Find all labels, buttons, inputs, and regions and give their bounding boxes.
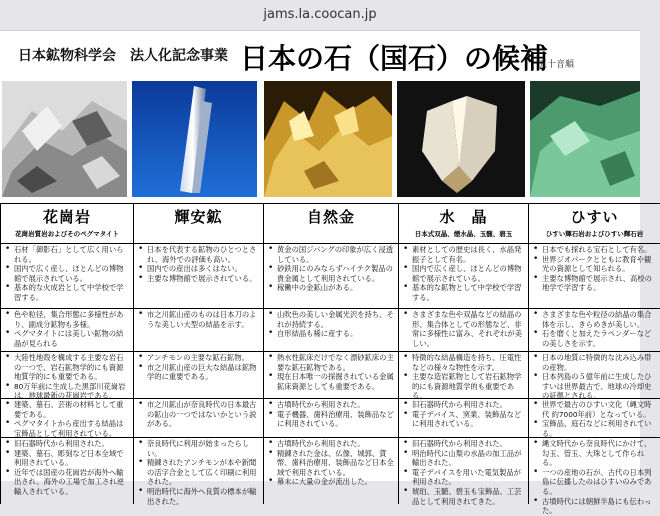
table-cell — [0, 352, 133, 399]
bullet-list — [529, 438, 660, 516]
list-item: • 現在日本唯一の採掘されている金属鉱床資源としても重要である。 — [267, 372, 395, 391]
table-cell — [398, 352, 528, 399]
mineral-header-cell — [528, 204, 660, 244]
bullet-list — [264, 352, 398, 391]
bullet-list — [529, 399, 660, 438]
list-item: • 特徴的な結晶構造を持ち、圧電性などの様々な物性を示す。 — [402, 353, 525, 372]
table-cell — [528, 438, 660, 516]
bullet-list — [529, 352, 660, 401]
mineral-header-cell — [133, 204, 263, 244]
bullet-list — [399, 309, 528, 348]
stibnite-photo — [132, 81, 257, 197]
list-item: • ペグマタイトから産出する結晶は宝飾品として利用されている。 — [4, 419, 130, 438]
table-cell — [528, 309, 660, 352]
list-item: • アンチモンの主要な鉱石鉱物。 — [137, 353, 260, 363]
list-item: • 市之川鉱山産のものは日本刀のような美しい大型の結晶を示す。 — [137, 310, 260, 329]
list-item: • 主要な博物館で展示され、高校の地学で学習する。 — [532, 274, 657, 293]
table-cell — [528, 352, 660, 399]
bullet-list — [1, 438, 133, 497]
list-item: • 国内で広く産し、ほとんどの博物館で展示されている。 — [4, 264, 130, 283]
list-item: • ペグマタイトには美しい鉱物の結晶が見られる — [4, 329, 130, 348]
table-cell — [528, 244, 660, 309]
table-cell — [263, 309, 398, 352]
table-cell — [0, 399, 133, 438]
list-item: • 建築、墓石、彫刻など日本全域で利用されている。 — [4, 449, 130, 468]
list-item: • さまざまな色や粒径の結晶の集合体を示し、きらめきが美しい。 — [532, 310, 657, 329]
table-row — [0, 351, 660, 399]
table-cell — [398, 309, 528, 352]
list-item: • 日本列島の５億年前に生成したひすいは世界最古で、地球の冷却史の証拠とされる。 — [532, 372, 657, 401]
table-cell — [133, 399, 263, 438]
bullet-list — [264, 438, 398, 487]
list-item: • 世界ジオパークとともに教育や観光の資源として知られる。 — [532, 255, 657, 274]
bullet-list — [134, 399, 263, 429]
list-item: • 日本でも採れる宝石として有名。 — [532, 245, 657, 255]
list-item: • 稼働中の金鉱山がある。 — [267, 283, 395, 293]
list-item: • 琥珀、玉髄、碧玉も宝飾品、工芸品として利用されてきた。 — [402, 487, 525, 506]
mineral-subtitle: 花崗岩質岩およびそのペグマタイト — [15, 230, 119, 238]
list-item: • 石を磨くと加えたラペンダーなどの美しさを示す。 — [532, 329, 657, 348]
list-item: • 明治時代に海外へ良質の標本が輸出された。 — [137, 487, 260, 506]
mineral-header-cell — [0, 204, 133, 244]
list-item: • 建築、墓石、芸術の材料として重要である。 — [4, 400, 130, 419]
table-cell — [263, 438, 398, 504]
list-item: • 国内で広く産し、ほとんどの博物館で展示されている。 — [402, 264, 525, 283]
mineral-name: 花崗岩 — [42, 208, 91, 226]
list-item: • 日本を代表する鉱物のひとつとされ、海外での評価も高い。 — [137, 245, 260, 264]
bullet-list — [264, 399, 398, 429]
gold-photo — [264, 81, 392, 197]
jade-photo — [530, 81, 640, 197]
list-item: • 素材としての歴史は長く、水晶発振子として有名。 — [402, 245, 525, 264]
table-cell — [398, 399, 528, 438]
table-cell — [263, 244, 398, 309]
list-item: • 国内での産出は多くはない。 — [137, 264, 260, 274]
url-text: jams.la.coocan.jp — [263, 7, 377, 22]
bullet-list — [399, 352, 528, 401]
sort-note: 五十音順 — [538, 60, 575, 70]
page-title: 日本の石（国石）の候補 — [240, 42, 549, 75]
table-row — [0, 243, 660, 309]
organization-label: 日本鉱物科学会 法人化記念事業 — [18, 48, 228, 64]
list-item: • 宝飾品、庭石などに利用されている。 — [532, 419, 657, 438]
table-header-row — [0, 203, 660, 244]
list-item: • 日本の地質に特徴的な沈み込み帯の産物。 — [532, 353, 657, 372]
browser-address-bar[interactable] — [0, 0, 640, 30]
table-cell — [0, 438, 133, 504]
table-cell — [133, 309, 263, 352]
bullet-list — [134, 352, 263, 382]
list-item: • 電子デバイス、窯業、装飾品などに利用されている。 — [402, 410, 525, 429]
bullet-list — [264, 244, 398, 293]
mineral-subtitle: ひすい輝石岩およびひすい輝石岩 — [545, 230, 644, 238]
bullet-list — [1, 244, 133, 303]
list-item: • 主要な造岩鉱物として岩石鉱物学的にも資源地質学的も重要である。 — [402, 372, 525, 401]
bullet-list — [399, 438, 528, 506]
bullet-list — [399, 399, 528, 429]
table-cell — [528, 399, 660, 438]
mineral-header-cell — [398, 204, 528, 244]
bullet-list — [134, 244, 263, 283]
table-cell — [133, 438, 263, 504]
list-item: • 黄金の国ジパングの印象が広く浸透している。 — [267, 245, 395, 264]
list-item: • 旧石器時代から利用された。 — [402, 400, 525, 410]
bullet-list — [134, 438, 263, 506]
list-item: • 旧石器時代から利用された。 — [402, 439, 525, 449]
list-item: • 市之川鉱山が奈良時代の日本最古の鉱山の一つではないかという説がある。 — [137, 400, 260, 429]
list-item: • 80万年前に生成した黒部川花崗岩は、地球最新の花崗岩である。 — [4, 382, 130, 401]
table-cell — [398, 244, 528, 309]
list-item: • 大陸性地殻を構成する主要な岩石の一つで、岩石鉱物学的にも資源地質学的にも重要である。 — [4, 353, 130, 382]
list-item: • 精錬された金は、仏像、城郭、貨幣、歯科治療用、装飾品など日本全域で利用されている。 — [267, 449, 395, 478]
list-item: • 自形結晶も稀に産する。 — [267, 329, 395, 339]
table-cell — [263, 399, 398, 438]
mineral-header-cell — [263, 204, 398, 244]
list-item: • 奈良時代に利用が始まったらしい。 — [137, 439, 260, 458]
comparison-table — [0, 203, 652, 516]
list-item: • 精錬されたアンチモンが本や新聞の活字合金として広く印刷に利用された。 — [137, 458, 260, 487]
bullet-list — [1, 309, 133, 348]
list-item: • 旧石器時代から利用された。 — [4, 439, 130, 449]
list-item: • 電子機器、歯科治療用、装飾品などに利用されている。 — [267, 410, 395, 429]
list-item: • 主要な博物館で展示されている。 — [137, 274, 260, 284]
bullet-list — [399, 244, 528, 303]
table-cell — [133, 244, 263, 309]
list-item: • 古墳時代から利用された。 — [267, 439, 395, 449]
list-item: • 熱水性鉱床だけでなく漂砂鉱床の主要な鉱石鉱物である。 — [267, 353, 395, 372]
table-cell — [263, 352, 398, 399]
table-cell — [398, 438, 528, 504]
list-item: • 古墳時代には朝鮮半島にも伝わった。 — [532, 497, 657, 516]
bullet-list — [529, 244, 660, 293]
list-item: • 基本的な鉱物として中学校で学習する。 — [402, 283, 525, 302]
mineral-name: 水 晶 — [439, 208, 488, 226]
table-row — [0, 437, 660, 516]
list-item: • 砂鉄用にのみならずハイテク製品の貴金属として利用されている。 — [267, 264, 395, 283]
list-item: • 山吹色の美しい金属光沢を持ち、それが持続する。 — [267, 310, 395, 329]
mineral-name: 自然金 — [306, 208, 355, 226]
bullet-list — [1, 352, 133, 401]
table-cell — [133, 352, 263, 399]
mineral-subtitle: 日本式双晶、煙水晶、玉髄、碧玉 — [414, 230, 513, 238]
mineral-name: 輝安鉱 — [174, 208, 223, 226]
table-cell — [0, 309, 133, 352]
list-item: • 基本的な火成岩として中学校で学習する。 — [4, 283, 130, 302]
list-item: • 縄文時代から奈良時代にかけて、勾玉、管玉、大珠として作られる。 — [532, 439, 657, 468]
list-item: • さまざまな色や双晶などの結晶の形、集合体としての形態など、非常に多様性に富み、それぞれが美しい。 — [402, 310, 525, 348]
granite-photo — [2, 81, 127, 197]
list-item: • 近年では国産の花崗岩が海外へ輸出され、海外の工場で加工され逆輸入されている。 — [4, 468, 130, 497]
bullet-list — [1, 399, 133, 438]
list-item: • 世界で最古のひすい文化（縄文時代 約7000年前）となっている。 — [532, 400, 657, 419]
bullet-list — [134, 309, 263, 329]
list-item: • 市之川鉱山産の巨大な結晶は鉱物学的に重要である。 — [137, 363, 260, 382]
table-row — [0, 398, 660, 438]
table-row — [0, 308, 660, 352]
list-item: • 一つの産地の石が、古代の日本列島に伝播したのはひすいのみである。 — [532, 468, 657, 497]
bullet-list — [529, 309, 660, 348]
list-item: • 電子デバイスを用いた電気製品が利用された。 — [402, 468, 525, 487]
list-item: • 幕末に大量の金が流出した。 — [267, 477, 395, 487]
list-item: • 古墳時代から利用された。 — [267, 400, 395, 410]
list-item: • 明治時代に山梨の水晶の加工品が輸出された。 — [402, 449, 525, 468]
document-page — [0, 30, 652, 516]
list-item: • 色や粒径、集合形態に多様性があり、副成分鉱物も多様。 — [4, 310, 130, 329]
quartz-photo — [397, 81, 525, 197]
bullet-list — [264, 309, 398, 339]
list-item: • 石材「御影石」として広く用いられる。 — [4, 245, 130, 264]
mineral-name: ひすい — [570, 208, 619, 226]
table-cell — [0, 244, 133, 309]
